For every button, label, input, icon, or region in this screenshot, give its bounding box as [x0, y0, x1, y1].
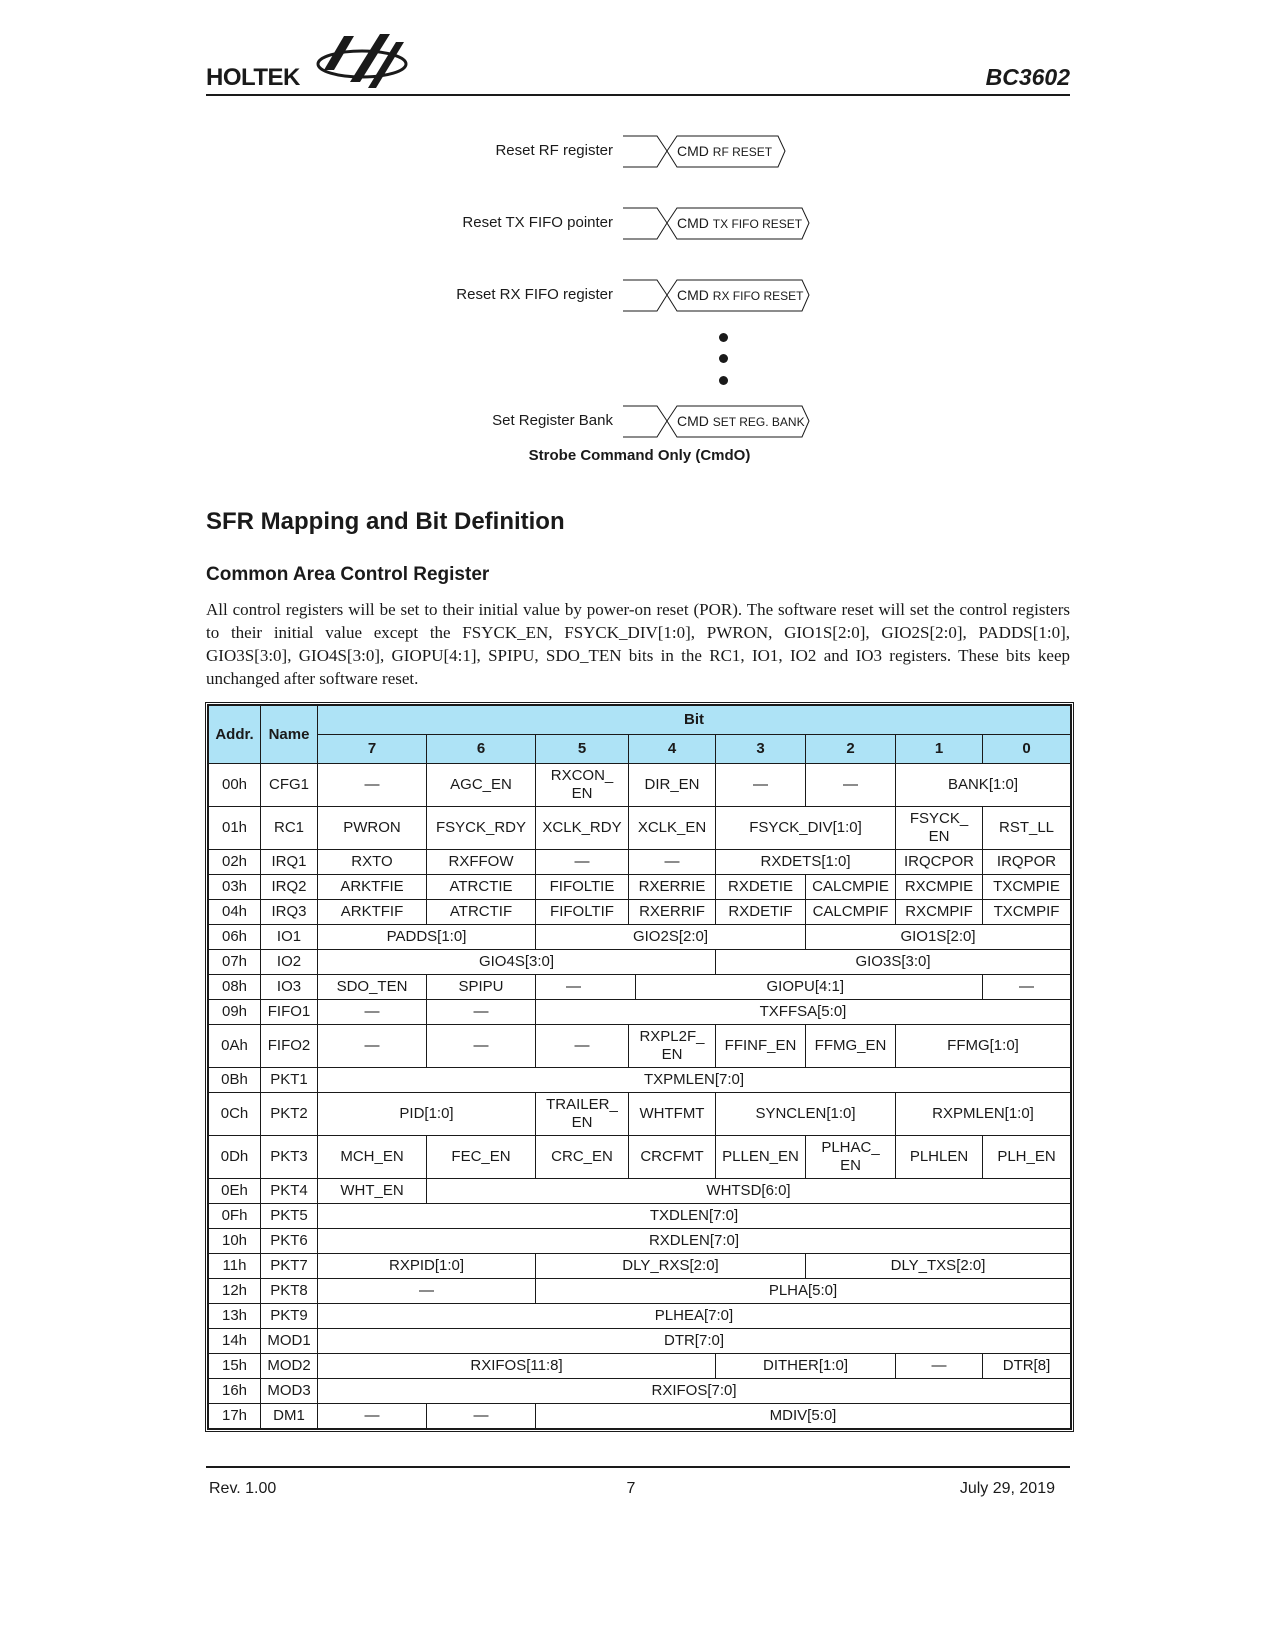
bit-field: MDIV[5:0]	[536, 1404, 1071, 1429]
register-row	[209, 950, 1071, 975]
section-paragraph: All control registers will be set to their initial value by power-on reset (POR). The software reset will set the control registers to their initial value except the FSYCK_EN, FSYCK_DIV[1:0], PWRON, GIO1S[2:0], GIO2S[2:0], PADDS[1:0], GIO3S[3:0], GIO4S[3:0], GIOPU[4:1], SPIPU, SDO_TEN bits in the RC1, IO1, IO2 and IO3 registers. These bits keep unchanged after software reset.	[206, 600, 1070, 688]
bit-field: —	[427, 1000, 536, 1025]
ellipsis-dot	[719, 333, 728, 342]
bit-field: RXDETIF	[716, 900, 806, 925]
strobe-command: CMD SET REG. BANK	[677, 413, 805, 429]
holtek-logo	[206, 30, 406, 96]
bit-field: FSYCK_RDY	[427, 807, 536, 850]
register-row	[209, 925, 1071, 950]
bit-field: —	[629, 850, 716, 875]
register-address: 01h	[209, 807, 261, 850]
bit-field: CRCFMT	[629, 1136, 716, 1179]
register-name: IO2	[261, 950, 318, 975]
bit-field: TXDLEN[7:0]	[318, 1204, 1071, 1229]
bit-field: DTR[8]	[983, 1354, 1071, 1379]
register-name: PKT9	[261, 1304, 318, 1329]
register-row	[209, 1229, 1071, 1254]
bit-field: RXPID[1:0]	[318, 1254, 536, 1279]
bit-field: FFMG_EN	[806, 1025, 896, 1068]
bit-field: PWRON	[318, 807, 427, 850]
bit-field: RST_LL	[983, 807, 1071, 850]
bit-field: RXPL2F_ EN	[629, 1025, 716, 1068]
bit-field: FIFOLTIF	[536, 900, 629, 925]
register-name: PKT2	[261, 1093, 318, 1136]
register-address: 06h	[209, 925, 261, 950]
register-name: CFG1	[261, 764, 318, 807]
bit-field: GIO4S[3:0]	[318, 950, 716, 975]
bit-field: IRQPOR	[983, 850, 1071, 875]
register-address: 02h	[209, 850, 261, 875]
strobe-command: CMD RX FIFO RESET	[677, 287, 804, 303]
register-address: 0Ch	[209, 1093, 261, 1136]
register-row	[209, 1204, 1071, 1229]
bit-field: FEC_EN	[427, 1136, 536, 1179]
bit-field: DLY_RXS[2:0]	[536, 1254, 806, 1279]
bit-field: SYNCLEN[1:0]	[716, 1093, 896, 1136]
bit-field: —	[318, 1404, 427, 1429]
register-name: PKT3	[261, 1136, 318, 1179]
section-subtitle: Common Area Control Register	[206, 564, 490, 585]
bit-field: DIR_EN	[629, 764, 716, 807]
bit-field: ARKTFIF	[318, 900, 427, 925]
bit-field: —	[806, 764, 896, 807]
bit-field: TXPMLEN[7:0]	[318, 1068, 1071, 1093]
register-row	[209, 807, 1071, 850]
strobe-label: Set Register Bank	[492, 412, 613, 429]
logo-emblem-icon	[316, 30, 410, 94]
bit-field: XCLK_EN	[629, 807, 716, 850]
register-name: FIFO2	[261, 1025, 318, 1068]
bit-field: RXIFOS[7:0]	[318, 1379, 1071, 1404]
bit-field: PLHLEN	[896, 1136, 983, 1179]
register-row	[209, 850, 1071, 875]
register-address: 04h	[209, 900, 261, 925]
register-address: 13h	[209, 1304, 261, 1329]
register-address: 0Fh	[209, 1204, 261, 1229]
bit-field: GIO1S[2:0]	[806, 925, 1071, 950]
addr-header: Addr.	[209, 706, 261, 764]
register-name: PKT6	[261, 1229, 318, 1254]
bit-field: RXERRIE	[629, 875, 716, 900]
register-address: 03h	[209, 875, 261, 900]
bit-field: RXIFOS[11:8]	[318, 1354, 716, 1379]
ellipsis-dot	[719, 354, 728, 363]
register-table	[205, 702, 1074, 1432]
register-name: PKT8	[261, 1279, 318, 1304]
bit-field: —	[318, 764, 427, 807]
bit-field: PID[1:0]	[318, 1093, 536, 1136]
register-row	[209, 1404, 1071, 1429]
bit-field: AGC_EN	[427, 764, 536, 807]
register-row	[209, 1179, 1071, 1204]
bit-field: —	[318, 1025, 427, 1068]
register-address: 10h	[209, 1229, 261, 1254]
bit-field: RXDETS[1:0]	[716, 850, 896, 875]
bit-field: RXCMPIF	[896, 900, 983, 925]
bit-number: 3	[716, 735, 806, 764]
bit-field: IRQCPOR	[896, 850, 983, 875]
bit-field: CALCMPIE	[806, 875, 896, 900]
register-row	[209, 1068, 1071, 1093]
bit-field: DLY_TXS[2:0]	[806, 1254, 1071, 1279]
strobe-command: CMD TX FIFO RESET	[677, 215, 803, 231]
bit-field: PLHEA[7:0]	[318, 1304, 1071, 1329]
bit-field: SDO_TEN	[318, 975, 427, 1000]
register-name: RC1	[261, 807, 318, 850]
bit-field: TXFFSA[5:0]	[536, 1000, 1071, 1025]
register-row	[209, 1354, 1071, 1379]
register-name: IO3	[261, 975, 318, 1000]
bit-number: 6	[427, 735, 536, 764]
register-address: 0Eh	[209, 1179, 261, 1204]
bit-field: ATRCTIE	[427, 875, 536, 900]
bit-field: XCLK_RDY	[536, 807, 629, 850]
footer-revision: Rev. 1.00	[209, 1480, 277, 1497]
bit-field: DITHER[1:0]	[716, 1354, 896, 1379]
bit-field: WHTSD[6:0]	[427, 1179, 1071, 1204]
register-row	[209, 1136, 1071, 1179]
bit-field: RXTO	[318, 850, 427, 875]
register-address: 11h	[209, 1254, 261, 1279]
section-title: SFR Mapping and Bit Definition	[206, 508, 565, 535]
register-name: PKT7	[261, 1254, 318, 1279]
ellipsis-dot	[719, 376, 728, 385]
bit-field: PLHAC_ EN	[806, 1136, 896, 1179]
bit-field: —	[427, 1025, 536, 1068]
bit-field: WHT_EN	[318, 1179, 427, 1204]
bit-field: FFINF_EN	[716, 1025, 806, 1068]
bit-field: GIO3S[3:0]	[716, 950, 1071, 975]
register-name: PKT4	[261, 1179, 318, 1204]
bit-field: PLLEN_EN	[716, 1136, 806, 1179]
register-name: DM1	[261, 1404, 318, 1429]
register-row	[209, 1304, 1071, 1329]
register-row	[209, 875, 1071, 900]
bit-field: SPIPU	[427, 975, 536, 1000]
logo-text: HOLTEK	[206, 64, 300, 91]
bit-field: —	[318, 1000, 427, 1025]
footer-date: July 29, 2019	[959, 1480, 1055, 1497]
bit-header: Bit	[318, 706, 1071, 735]
bit-field: BANK[1:0]	[896, 764, 1071, 807]
bit-field: PADDS[1:0]	[318, 925, 536, 950]
register-name: IRQ3	[261, 900, 318, 925]
bit-field: RXFFOW	[427, 850, 536, 875]
register-address: 17h	[209, 1404, 261, 1429]
bit-field: PLHA[5:0]	[536, 1279, 1071, 1304]
register-address: 00h	[209, 764, 261, 807]
register-name: IRQ1	[261, 850, 318, 875]
register-row	[209, 1025, 1071, 1068]
bit-field: —	[983, 975, 1071, 1000]
register-name: MOD2	[261, 1354, 318, 1379]
bit-field: —	[536, 850, 629, 875]
diagram-caption: Strobe Command Only (CmdO)	[528, 447, 751, 464]
register-name: MOD3	[261, 1379, 318, 1404]
bit-field: WHTFMT	[629, 1093, 716, 1136]
register-row	[209, 1279, 1071, 1304]
register-name: IRQ2	[261, 875, 318, 900]
bit-field: DTR[7:0]	[318, 1329, 1071, 1354]
name-header: Name	[261, 706, 318, 764]
register-address: 08h	[209, 975, 261, 1000]
register-row	[209, 1093, 1071, 1136]
bit-field: GIOPU[4:1]	[629, 975, 983, 1000]
register-address: 15h	[209, 1354, 261, 1379]
register-name: PKT5	[261, 1204, 318, 1229]
header-rule	[206, 94, 1070, 96]
bit-field: CRC_EN	[536, 1136, 629, 1179]
register-rows	[209, 764, 1071, 1429]
strobe-label: Reset RF register	[495, 142, 613, 159]
bit-field: —	[896, 1354, 983, 1379]
register-name: MOD1	[261, 1329, 318, 1354]
register-row	[209, 900, 1071, 925]
bit-field: RXERRIF	[629, 900, 716, 925]
bit-field: ATRCTIF	[427, 900, 536, 925]
bit-field: TXCMPIF	[983, 900, 1071, 925]
bit-field: —	[536, 975, 629, 1000]
footer-page-number: 7	[626, 1480, 636, 1497]
bit-field: MCH_EN	[318, 1136, 427, 1179]
strobe-command: CMD RF RESET	[677, 143, 773, 159]
register-row	[209, 764, 1071, 807]
bit-field: FSYCK_DIV[1:0]	[716, 807, 896, 850]
register-address: 0Ah	[209, 1025, 261, 1068]
register-name: PKT1	[261, 1068, 318, 1093]
register-row	[209, 1000, 1071, 1025]
bit-number: 2	[806, 735, 896, 764]
bit-number: 0	[983, 735, 1071, 764]
bit-field: FSYCK_ EN	[896, 807, 983, 850]
register-row	[209, 1329, 1071, 1354]
part-number: BC3602	[985, 64, 1070, 90]
bit-field: CALCMPIF	[806, 900, 896, 925]
register-address: 12h	[209, 1279, 261, 1304]
bit-field: RXCMPIE	[896, 875, 983, 900]
register-row	[209, 1254, 1071, 1279]
bit-field: —	[536, 1025, 629, 1068]
bit-field: RXCON_ EN	[536, 764, 629, 807]
register-name: FIFO1	[261, 1000, 318, 1025]
bit-field: —	[318, 1279, 536, 1304]
strobe-label: Reset RX FIFO register	[456, 286, 613, 303]
bit-field: FFMG[1:0]	[896, 1025, 1071, 1068]
bit-field: —	[716, 764, 806, 807]
bit-number: 5	[536, 735, 629, 764]
bit-number: 1	[896, 735, 983, 764]
register-address: 0Bh	[209, 1068, 261, 1093]
register-address: 09h	[209, 1000, 261, 1025]
bit-field: TXCMPIE	[983, 875, 1071, 900]
register-row	[209, 1379, 1071, 1404]
bit-field: RXDETIE	[716, 875, 806, 900]
register-name: IO1	[261, 925, 318, 950]
footer-rule	[206, 1466, 1070, 1468]
register-address: 07h	[209, 950, 261, 975]
bit-field: GIO2S[2:0]	[536, 925, 806, 950]
register-address: 16h	[209, 1379, 261, 1404]
bit-field: RXDLEN[7:0]	[318, 1229, 1071, 1254]
bit-field: TRAILER_ EN	[536, 1093, 629, 1136]
bit-field: ARKTFIE	[318, 875, 427, 900]
register-row	[209, 975, 1071, 1000]
register-address: 14h	[209, 1329, 261, 1354]
bit-field: RXPMLEN[1:0]	[896, 1093, 1071, 1136]
bit-field: FIFOLTIE	[536, 875, 629, 900]
bit-field: —	[427, 1404, 536, 1429]
register-address: 0Dh	[209, 1136, 261, 1179]
strobe-label: Reset TX FIFO pointer	[462, 214, 613, 231]
bit-field: PLH_EN	[983, 1136, 1071, 1179]
bit-number: 7	[318, 735, 427, 764]
bit-number: 4	[629, 735, 716, 764]
